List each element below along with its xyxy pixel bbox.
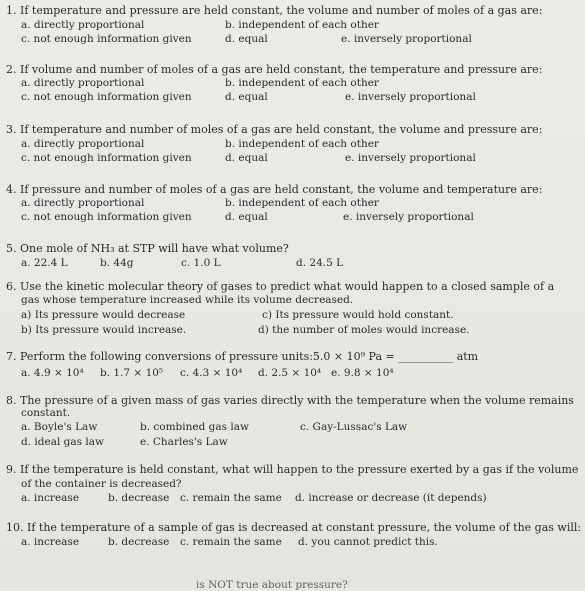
question-8-stem: 8. The pressure of a given mass of gas varies directly with the temperature when the volume remains bbox=[6, 394, 574, 407]
q9-option-a: a. increase bbox=[21, 492, 80, 504]
q4-option-a: a. directly proportional bbox=[21, 197, 145, 209]
q7-option-c: c. 4.3 × 10⁴ bbox=[180, 367, 243, 379]
q6-option-b: b) Its pressure would increase. bbox=[21, 324, 187, 336]
q6-option-a: a) Its pressure would decrease bbox=[21, 309, 186, 321]
question-7-stem: 7. Perform the following conversions of pressure units:5.0 × 10⁹ Pa = __________ atm bbox=[6, 350, 479, 363]
q2-option-a: a. directly proportional bbox=[21, 77, 145, 89]
q5-option-c: c. 1.0 L bbox=[181, 257, 221, 269]
question-11-partial: is NOT true about pressure? bbox=[196, 579, 348, 591]
q8-option-d: d. ideal gas law bbox=[21, 436, 104, 448]
q10-option-c: c. remain the same bbox=[180, 536, 282, 548]
q6-option-c: c) Its pressure would hold constant. bbox=[262, 309, 454, 321]
q2-option-b: b. independent of each other bbox=[225, 77, 379, 89]
question-3-stem: 3. If temperature and number of moles of a gas are held constant, the volume and pressure are: bbox=[6, 123, 543, 136]
question-1-stem: 1. If temperature and pressure are held constant, the volume and number of moles of a gas are: bbox=[6, 4, 543, 17]
q7-option-d: d. 2.5 × 10⁴ bbox=[258, 367, 322, 379]
q7-option-a: a. 4.9 × 10⁴ bbox=[21, 367, 84, 379]
q3-option-a: a. directly proportional bbox=[21, 138, 145, 150]
q2-option-e: e. inversely proportional bbox=[345, 91, 476, 103]
q2-option-d: d. equal bbox=[225, 91, 268, 103]
q7-option-e: e. 9.8 × 10⁴ bbox=[331, 367, 394, 379]
q6-option-d: d) the number of moles would increase. bbox=[258, 324, 470, 336]
question-10-stem: 10. If the temperature of a sample of gas is decreased at constant pressure, the volume of the gas will: bbox=[6, 521, 582, 534]
q10-option-d: d. you cannot predict this. bbox=[298, 536, 438, 548]
q1-option-b: b. independent of each other bbox=[225, 19, 379, 31]
q9-option-c: c. remain the same bbox=[180, 492, 282, 504]
q7-option-b: b. 1.7 × 10⁵ bbox=[100, 367, 164, 379]
q2-option-c: c. not enough information given bbox=[21, 91, 192, 103]
q9-option-b: b. decrease bbox=[108, 492, 170, 504]
q5-option-d: d. 24.5 L bbox=[296, 257, 344, 269]
question-9-stem: 9. If the temperature is held constant, what will happen to the pressure exerted by a gas if the volume bbox=[6, 463, 579, 476]
q10-option-b: b. decrease bbox=[108, 536, 170, 548]
question-6-stem: 6. Use the kinetic molecular theory of gases to predict what would happen to a closed sample of a bbox=[6, 280, 555, 293]
question-2-stem: 2. If volume and number of moles of a gas are held constant, the temperature and pressure are: bbox=[6, 63, 543, 76]
q4-option-b: b. independent of each other bbox=[225, 197, 379, 209]
q4-option-c: c. not enough information given bbox=[21, 211, 192, 223]
q5-option-a: a. 22.4 L bbox=[21, 257, 68, 269]
q8-option-b: b. combined gas law bbox=[140, 421, 249, 433]
q4-option-d: d. equal bbox=[225, 211, 268, 223]
question-6-stem-cont: gas whose temperature increased while its volume decreased. bbox=[21, 294, 354, 306]
q10-option-a: a. increase bbox=[21, 536, 80, 548]
q3-option-c: c. not enough information given bbox=[21, 152, 192, 164]
question-9-stem-cont: of the container is decreased? bbox=[21, 478, 182, 490]
question-5-stem: 5. One mole of NH₃ at STP will have what volume? bbox=[6, 242, 289, 255]
q9-option-d: d. increase or decrease (it depends) bbox=[295, 492, 487, 504]
question-4-stem: 4. If pressure and number of moles of a gas are held constant, the volume and temperature are: bbox=[6, 183, 543, 196]
q3-option-b: b. independent of each other bbox=[225, 138, 379, 150]
q1-option-d: d. equal bbox=[225, 33, 268, 45]
q3-option-e: e. inversely proportional bbox=[345, 152, 476, 164]
q8-option-c: c. Gay-Lussac's Law bbox=[300, 421, 408, 433]
q4-option-e: e. inversely proportional bbox=[343, 211, 474, 223]
q1-option-c: c. not enough information given bbox=[21, 33, 192, 45]
q8-option-a: a. Boyle's Law bbox=[21, 421, 98, 433]
q3-option-d: d. equal bbox=[225, 152, 268, 164]
q5-option-b: b. 44g bbox=[100, 257, 134, 269]
q8-option-e: e. Charles's Law bbox=[140, 436, 228, 448]
q1-option-e: e. inversely proportional bbox=[341, 33, 472, 45]
q1-option-a: a. directly proportional bbox=[21, 19, 145, 31]
question-8-stem-cont: constant. bbox=[21, 407, 71, 419]
